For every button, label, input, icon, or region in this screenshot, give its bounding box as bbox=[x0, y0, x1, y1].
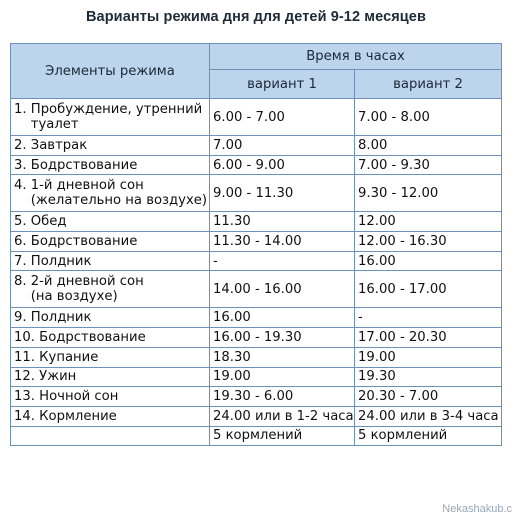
variant-2-time: 5 кормлений bbox=[355, 426, 502, 446]
regime-element-text: 14. Кормление bbox=[14, 408, 117, 424]
variant-1-time: 14.00 - 16.00 bbox=[210, 271, 355, 308]
schedule-table bbox=[10, 43, 502, 446]
variant-2-time: 7.00 - 8.00 bbox=[355, 99, 502, 136]
regime-element-text: 13. Ночной сон bbox=[14, 389, 119, 405]
table-row bbox=[11, 328, 502, 348]
header-time: Время в часах bbox=[210, 44, 502, 70]
variant-1-time: 11.30 bbox=[210, 212, 355, 232]
variant-1-time: 7.00 bbox=[210, 136, 355, 156]
variant-1-time: 5 кормлений bbox=[210, 426, 355, 446]
variant-1-time: 16.00 bbox=[210, 308, 355, 328]
regime-element-text: 8. 2-й дневной сон bbox=[14, 274, 144, 290]
table-row bbox=[11, 99, 502, 136]
variant-2-time: 12.00 bbox=[355, 212, 502, 232]
regime-element-cell bbox=[11, 175, 210, 212]
variant-1-time: 19.00 bbox=[210, 367, 355, 387]
regime-element-cell bbox=[11, 426, 210, 446]
table-row bbox=[11, 212, 502, 232]
variant-1-time: 18.30 bbox=[210, 347, 355, 367]
regime-element-cell bbox=[11, 232, 210, 252]
table-row bbox=[11, 251, 502, 271]
variant-1-time: 11.30 - 14.00 bbox=[210, 232, 355, 252]
regime-element-text: 9. Полдник bbox=[14, 310, 92, 326]
variant-2-time: 9.30 - 12.00 bbox=[355, 175, 502, 212]
variant-2-time: - bbox=[355, 308, 502, 328]
table-header-row bbox=[11, 44, 502, 70]
regime-element-text: 10. Бодрствование bbox=[14, 329, 146, 345]
header-variant-1: вариант 1 bbox=[210, 70, 355, 99]
regime-element-cell bbox=[11, 136, 210, 156]
variant-2-time: 12.00 - 16.30 bbox=[355, 232, 502, 252]
table-row bbox=[11, 136, 502, 156]
regime-element-text: 5. Обед bbox=[14, 214, 67, 230]
regime-element-cell bbox=[11, 328, 210, 348]
variant-1-time: 19.30 - 6.00 bbox=[210, 387, 355, 407]
table-row bbox=[11, 175, 502, 212]
regime-element-cell bbox=[11, 212, 210, 232]
variant-1-time: 6.00 - 7.00 bbox=[210, 99, 355, 136]
regime-element-text: 4. 1-й дневной сон bbox=[14, 178, 144, 194]
variant-2-time: 8.00 bbox=[355, 136, 502, 156]
table-row bbox=[11, 347, 502, 367]
regime-element-text: 6. Бодрствование bbox=[14, 233, 138, 249]
table-row bbox=[11, 426, 502, 446]
variant-2-time: 17.00 - 20.30 bbox=[355, 328, 502, 348]
watermark: Nekashakub.c bbox=[442, 503, 512, 512]
table-row bbox=[11, 308, 502, 328]
header-elements: Элементы режима bbox=[11, 44, 210, 99]
variant-1-time: 24.00 или в 1-2 часа bbox=[210, 406, 355, 426]
variant-2-time: 7.00 - 9.30 bbox=[355, 155, 502, 175]
table-row bbox=[11, 232, 502, 252]
regime-element-cell bbox=[11, 99, 210, 136]
regime-element-text: (на воздухе) bbox=[14, 289, 118, 305]
regime-element-cell bbox=[11, 367, 210, 387]
regime-element-cell bbox=[11, 308, 210, 328]
variant-2-time: 16.00 bbox=[355, 251, 502, 271]
regime-element-text: 7. Полдник bbox=[14, 253, 92, 269]
variant-1-time: - bbox=[210, 251, 355, 271]
variant-1-time: 6.00 - 9.00 bbox=[210, 155, 355, 175]
table-row bbox=[11, 406, 502, 426]
table-row bbox=[11, 155, 502, 175]
variant-2-time: 19.30 bbox=[355, 367, 502, 387]
regime-element-text: 12. Ужин bbox=[14, 369, 77, 385]
regime-element-text: 2. Завтрак bbox=[14, 137, 88, 153]
regime-element-cell bbox=[11, 251, 210, 271]
page-title: Варианты режима дня для детей 9-12 месяцев bbox=[85, 9, 426, 25]
regime-element-text: туалет bbox=[14, 117, 79, 132]
regime-element-text: 11. Купание bbox=[14, 349, 99, 365]
regime-element-text: 1. Пробуждение, утренний bbox=[14, 102, 203, 117]
regime-element-cell bbox=[11, 155, 210, 175]
regime-element-cell bbox=[11, 271, 210, 308]
table-row bbox=[11, 271, 502, 308]
header-variant-2: вариант 2 bbox=[355, 70, 502, 99]
variant-2-time: 20.30 - 7.00 bbox=[355, 387, 502, 407]
table-row bbox=[11, 387, 502, 407]
variant-2-time: 24.00 или в 3-4 часа bbox=[355, 406, 502, 426]
variant-1-time: 9.00 - 11.30 bbox=[210, 175, 355, 212]
regime-element-text: (желательно на воздухе) bbox=[14, 193, 208, 209]
regime-element-cell bbox=[11, 347, 210, 367]
regime-element-cell bbox=[11, 406, 210, 426]
variant-2-time: 19.00 bbox=[355, 347, 502, 367]
table-row bbox=[11, 367, 502, 387]
regime-element-text: 3. Бодрствование bbox=[14, 157, 138, 173]
variant-1-time: 16.00 - 19.30 bbox=[210, 328, 355, 348]
regime-element-cell bbox=[11, 387, 210, 407]
table-body bbox=[11, 99, 502, 446]
variant-2-time: 16.00 - 17.00 bbox=[355, 271, 502, 308]
